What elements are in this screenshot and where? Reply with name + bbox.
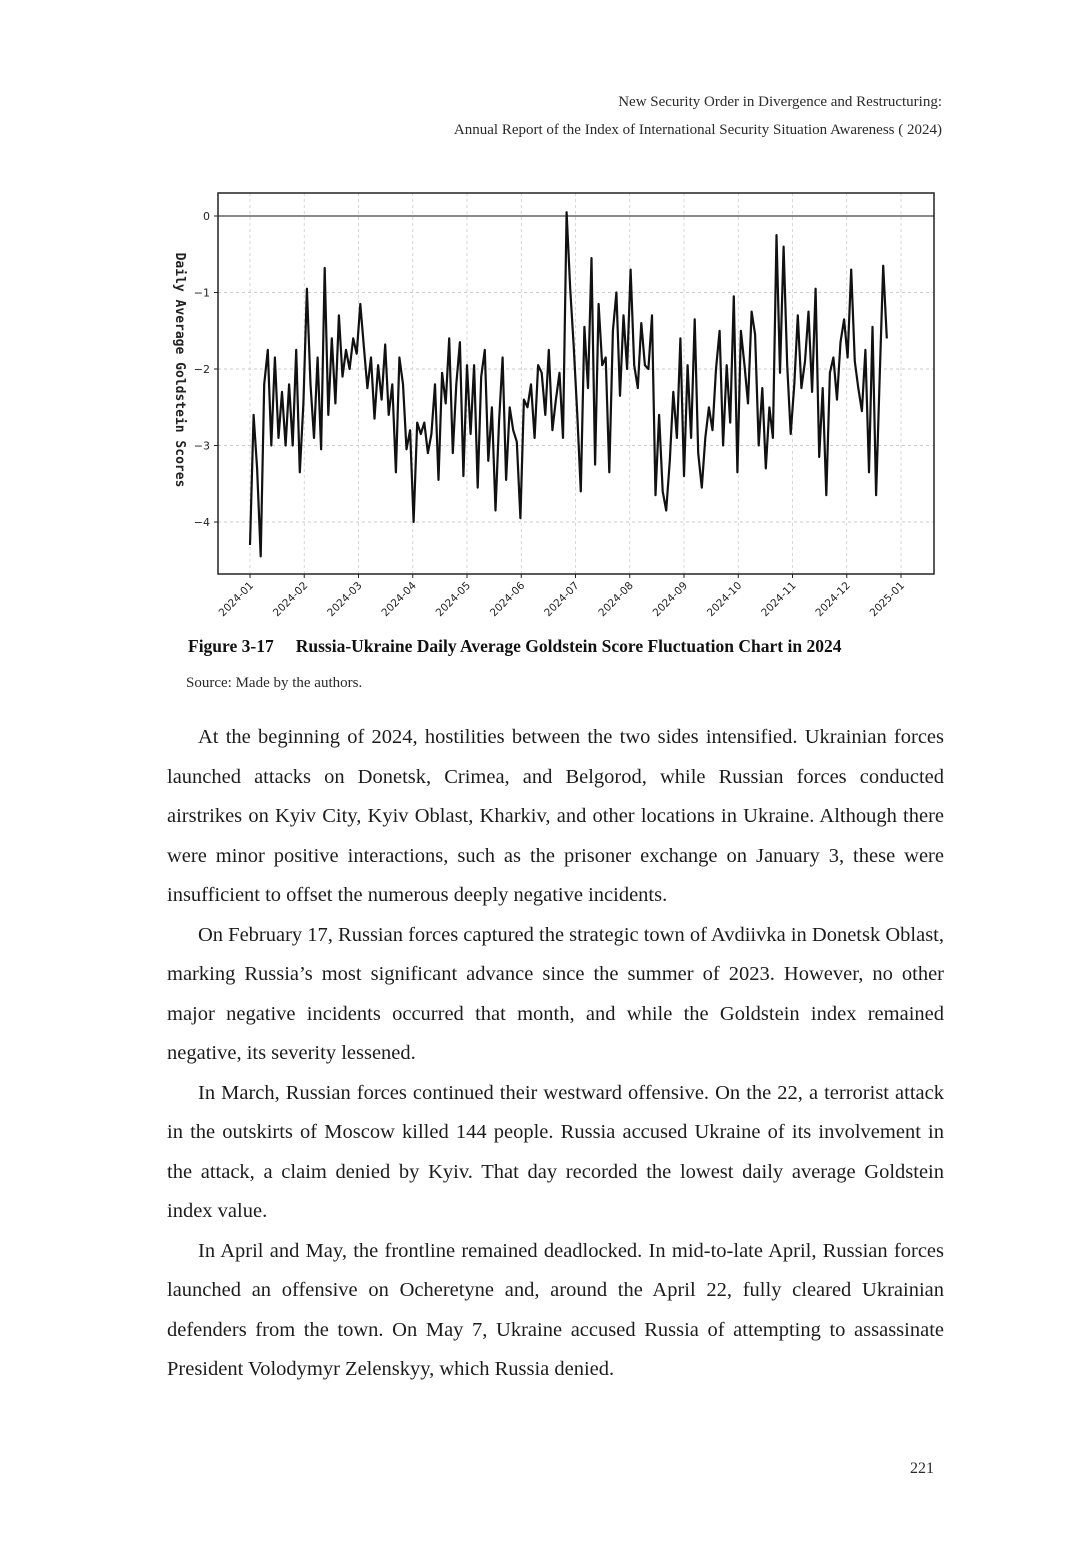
x-axis-ticks <box>217 574 908 619</box>
x-tick-label: 2024-09 <box>650 579 691 620</box>
x-tick-label: 2024-02 <box>270 579 311 620</box>
running-head-line-1: New Security Order in Divergence and Restructuring: <box>618 94 942 110</box>
figure-number: Figure 3-17 <box>188 636 274 656</box>
goldstein-chart <box>160 185 950 635</box>
x-tick-label: 2024-03 <box>325 579 365 620</box>
line-chart-svg <box>160 185 950 635</box>
x-tick-label: 2024-08 <box>596 579 636 620</box>
x-tick-label: 2024-11 <box>759 579 799 620</box>
x-tick-label: 2024-04 <box>379 579 419 620</box>
x-tick-label: 2024-10 <box>704 579 745 620</box>
body-text <box>167 718 944 1390</box>
x-tick-label: 2024-06 <box>487 579 528 620</box>
paragraph: On February 17, Russian forces captured the strategic town of Avdiivka in Donetsk Oblast, marking Russia’s most significant advance since the summer of 2023. However, no other major negative incidents occurred that month, and while the Goldstein index remained negative, its severity lessened. <box>167 923 944 1064</box>
figure-caption <box>188 636 841 657</box>
paragraph: In March, Russian forces continued their westward offensive. On the 22, a terrorist attack in the outskirts of Moscow killed 144 people. Russia accused Ukraine of its involvement in the attack, a claim denied by Kyiv. That day recorded the lowest daily average Goldstein index value. <box>167 1081 944 1222</box>
y-tick-label: −2 <box>193 363 210 376</box>
paragraph: At the beginning of 2024, hostilities between the two sides intensified. Ukrainian forces launched attacks on Donetsk, Crimea, and Belgorod, while Russian forces conducted airstrikes on Kyiv City, Kyiv Oblast, Kharkiv, and other locations in Ukraine. Although there were minor positive interactions, such as the prisoner exchange on January 3, these were insufficient to offset the numerous deeply negative incidents. <box>167 726 944 906</box>
page-number: 221 <box>910 1460 934 1477</box>
y-tick-label: −4 <box>193 516 210 529</box>
figure-source: Source: Made by the authors. <box>186 675 363 691</box>
running-head <box>454 88 942 144</box>
y-tick-label: 0 <box>203 210 210 223</box>
y-tick-label: −3 <box>193 439 210 453</box>
figure-title: Russia-Ukraine Daily Average Goldstein Score Fluctuation Chart in 2024 <box>295 636 842 656</box>
x-tick-label: 2025-01 <box>867 579 908 620</box>
x-tick-label: 2024-07 <box>542 579 582 620</box>
y-axis-label: Daily Average Goldstein Scores <box>172 252 187 488</box>
x-tick-label: 2024-01 <box>216 579 257 620</box>
x-tick-label: 2024-05 <box>433 579 474 620</box>
y-axis-ticks <box>194 210 218 529</box>
y-tick-label: −1 <box>193 286 210 300</box>
running-head-line-2: Annual Report of the Index of International Security Situation Awareness ( 2024) <box>453 122 942 138</box>
x-tick-label: 2024-12 <box>813 579 853 620</box>
paragraph: In April and May, the frontline remained deadlocked. In mid-to-late April, Russian forces launched an offensive on Ocheretyne and, around the April 22, fully cleared Ukrainian defenders from the town. On May 7, Ukraine accused Russia of attempting to assassinate President Volodymyr Zelenskyy, which Russia denied. <box>167 1239 944 1380</box>
series-line <box>250 212 887 556</box>
